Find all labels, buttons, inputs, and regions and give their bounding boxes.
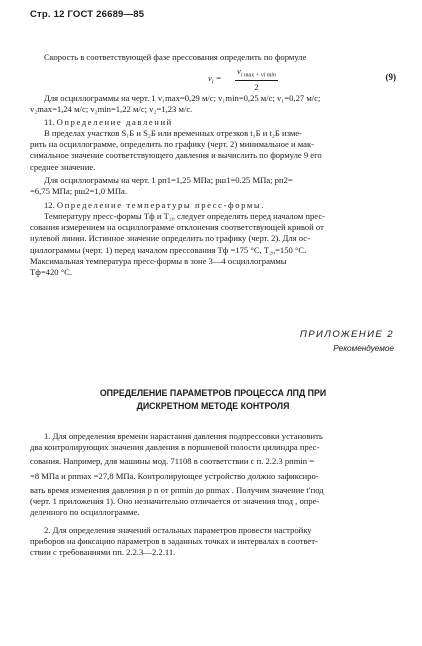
text-line: (черт. 1 приложения 1). Оно незначительно отличается от значения tпод , опре- [30,496,320,507]
section-number: 12. [44,200,55,210]
text-line: вать время изменения давления p п от pпmin до pпmax . Получим значение t′под [30,484,324,495]
appendix-label [300,329,394,353]
heading-line: ДИСКРЕТНОМ МЕТОДЕ КОНТРОЛЯ [136,400,290,411]
text-line: Температуру пресс-формы Tф и T₂₀ следует определять перед началом прес- [44,211,325,221]
section-11-values [30,175,396,197]
section-number: 11. [44,117,55,127]
text-line: ствии с требованиями пп. 2.2.3—2.2.11. [30,547,176,558]
text-line: Для осциллограммы на черт. 1 pп1=1,25 МПа; pш1=0.25 МПа; pп2= [44,175,293,185]
text-line: симальное значение соответствующего давления и вычислить по формуле 9 его [30,150,322,161]
page-header: Стр. 12 ГОСТ 26689—85 [30,9,145,20]
formula-fraction [235,66,278,92]
section-title: Определение температуры пресс-формы. [56,200,266,210]
text-line: =6,75 МПа; pш2=1,0 МПа. [30,186,127,197]
appendix-title: ПРИЛОЖЕНИЕ 2 [299,329,394,340]
formula-lhs: $v_i$ = [208,73,222,86]
text-line: среднее значение. [30,161,96,172]
text-line: приборов на фиксацию параметров в заданных точках и интервалах в соответ- [30,536,318,547]
text-line: В пределах участков S₁Б и S₂Б или временных отрезков t₁Б и t₂Б изме- [44,128,302,138]
appendix-paragraph-2 [30,525,396,559]
text-line: Для осциллограммы на черт. 1 v₁max=0,29 м/с; v₁min=0,25 м/с; v₁=0,27 м/с; [44,93,321,103]
section-title: Определение давлений [56,117,173,127]
text-line: v₂max=1,24 м/с; v₂min=1,22 м/с; v₂=1,23 м/с. [30,104,193,115]
formula-numerator: $v_{i max + vi min}$ [237,66,276,79]
section-11-paragraph [30,128,396,173]
text-line: сования измерением на осциллограмме отклонения соответствующей кривой от [30,222,324,233]
text-line: Максимальная температура пресс-формы в зоне 3—4 осциллограммы [30,255,287,266]
text-line: =8 МПа и pпmax =27,8 МПа. Контролирующее устройство должно зафиксиро- [30,470,319,481]
appendix-subtitle: Рекомендуемое [333,344,394,353]
section-12-paragraph [30,211,396,278]
section-11-heading [30,117,396,128]
text-line: нулевой линии. Истинное значение определить по графику (черт. 2). Для ос- [30,233,310,244]
text-line: сования. Например, для машины мод. 71108 в соответствии с п. 2.2.3 pпmin = [30,456,315,467]
section-12-heading [30,200,396,211]
text-line: два контролирующих значения давления в поршневой полости цилиндра прес- [30,442,320,453]
appendix-heading [30,387,396,412]
text-line: 1. Для определения времени нарастания давления подпрессовки установить [44,431,323,441]
heading-line: ОПРЕДЕЛЕНИЕ ПАРАМЕТРОВ ПРОЦЕССА ЛПД ПРИ [99,388,327,398]
text-line: деленного по осциллограмме. [30,507,140,518]
intro-paragraph: Скорость в соответствующей фазе прессования определить по формуле [44,52,307,62]
text-line: 2. Для определения значений остальных параметров провести настройку [44,525,312,535]
formula-number: (9) [385,72,396,82]
formula-denominator: 2 [254,81,259,92]
text-line: рить на осциллограмме, определить по графику (черт. 2) минимальное и мак- [30,139,314,150]
text-line: циллограммы (черт. 1) перед началом прессования Tф =175 °С, T₂₀=150 °С. [30,244,307,255]
appendix-paragraph-1 [30,431,396,518]
osc1-velocity-paragraph [30,93,396,115]
text-line: Tф=420 °С. [30,267,73,278]
